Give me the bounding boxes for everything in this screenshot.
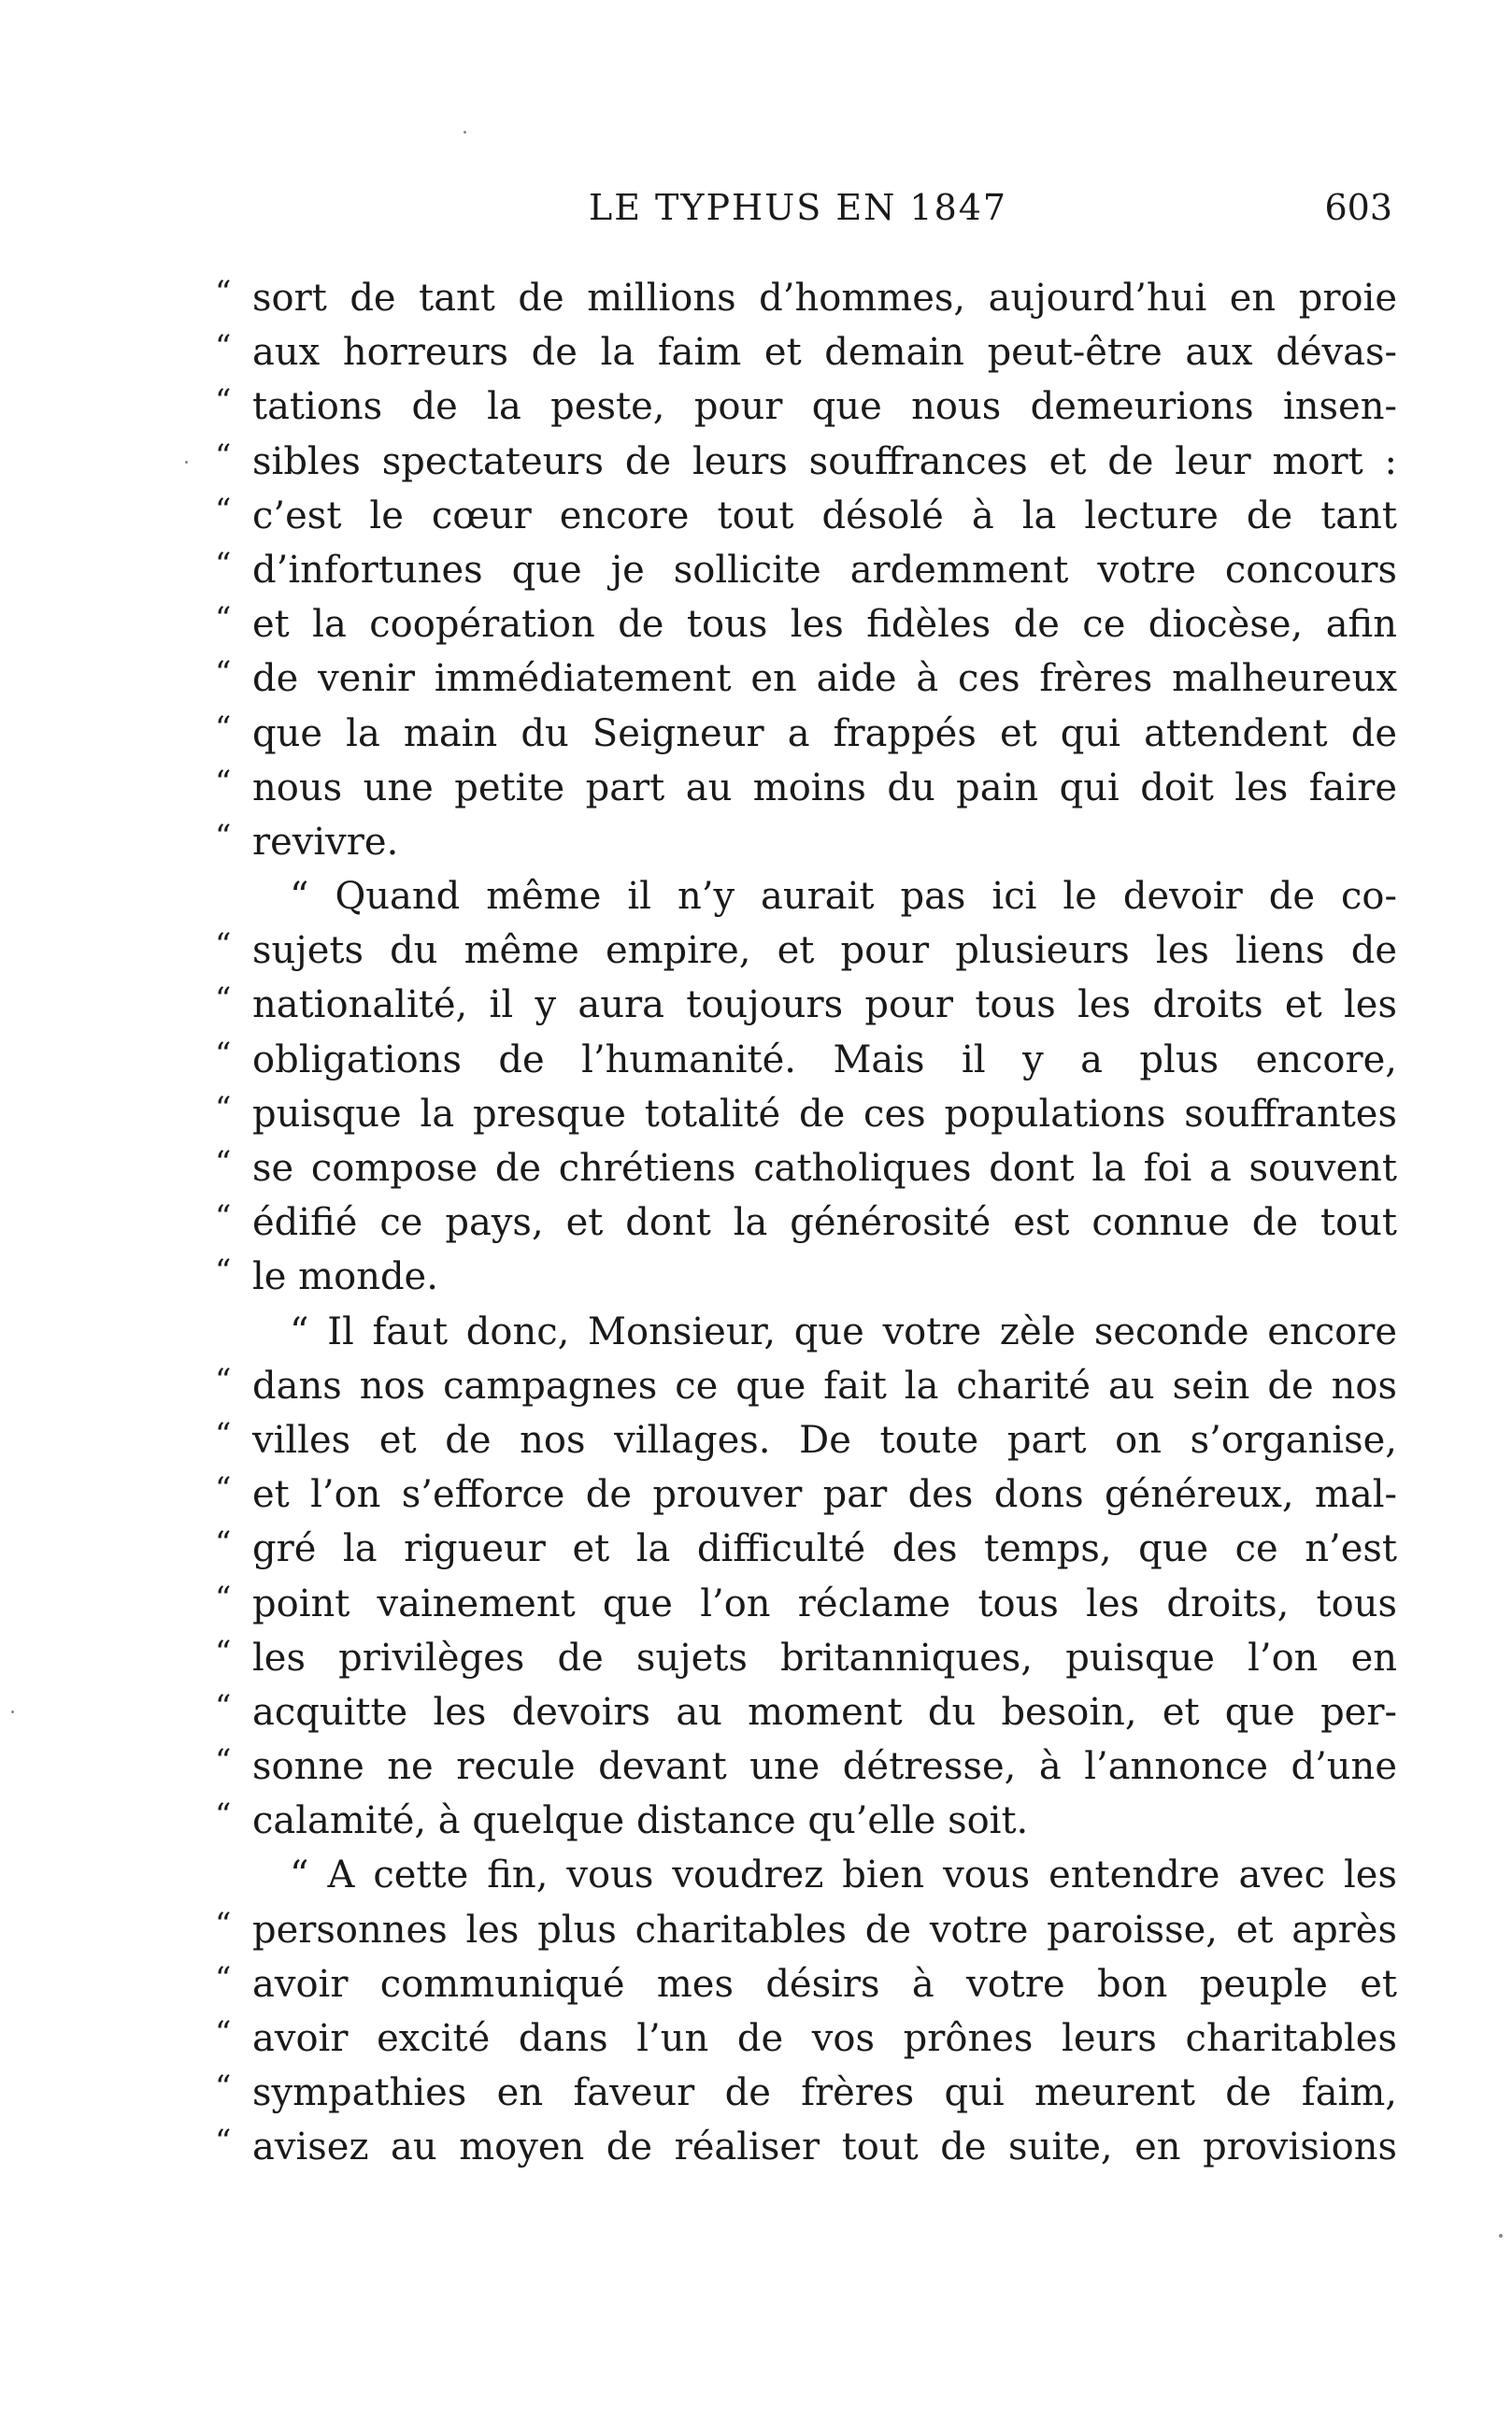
quote-mark: “: [215, 274, 232, 311]
quote-mark: “: [215, 1796, 232, 1835]
line-text: nous une petite part au moins du pain qui doit les faire: [252, 766, 1397, 809]
quote-mark: “: [215, 1959, 232, 1997]
line-text: avoir communiqué mes désirs à votre bon peuple et: [252, 1962, 1397, 2006]
line-text: et l’on s’efforce de prouver par des dons généreux, mal-: [252, 1473, 1397, 1517]
ink-speck: [11, 1710, 14, 1713]
line-text: sort de tant de millions d’hommes, aujourd’hui en proie: [252, 277, 1397, 320]
page-number: 603: [1324, 187, 1392, 228]
quote-mark: “: [215, 709, 232, 747]
quote-mark: “: [215, 1089, 232, 1127]
line-text: “ Quand même il n’y aurait pas ici le devoir de co-: [290, 875, 1397, 919]
line-text: sympathies en faveur de frères qui meurent de faim,: [252, 2071, 1397, 2115]
text-line: [215, 1087, 1397, 1141]
text-line: [215, 1957, 1397, 2011]
quote-mark: “: [215, 980, 232, 1019]
line-text: revivre.: [252, 820, 399, 864]
text-line: [215, 1305, 1397, 1359]
text-line: [215, 1250, 1397, 1304]
text-line: [215, 1141, 1397, 1195]
text-line: [215, 1903, 1397, 1957]
quote-mark: “: [215, 763, 232, 801]
quote-mark: “: [215, 1415, 232, 1453]
page-header: [215, 187, 1392, 243]
text-line: [215, 1631, 1397, 1685]
text-line: [215, 1577, 1397, 1631]
line-text: aux horreurs de la faim et demain peut-être aux dévas-: [252, 331, 1397, 375]
quote-mark: “: [215, 654, 232, 693]
quote-mark: “: [215, 491, 232, 529]
running-title: LE TYPHUS EN 1847: [589, 187, 1008, 228]
text-line: [215, 761, 1397, 815]
line-text: obligations de l’humanité. Mais il y a plus encore,: [252, 1038, 1397, 1081]
text-line: [215, 978, 1397, 1032]
line-text: acquitte les devoirs au moment du besoin, et que per-: [252, 1690, 1397, 1734]
quote-mark: “: [215, 382, 232, 421]
quote-mark: “: [215, 1742, 232, 1781]
line-text: c’est le cœur encore tout désolé à la lecture de tant: [252, 494, 1397, 537]
quote-mark: “: [215, 1687, 232, 1725]
text-line: [215, 379, 1397, 434]
text-line: [215, 271, 1397, 325]
line-text: calamité, à quelque distance qu’elle soit.: [252, 1799, 1029, 1843]
text-line: [215, 1794, 1397, 1848]
quote-mark: “: [215, 1524, 232, 1563]
quote-mark: “: [215, 1198, 232, 1237]
text-line: [215, 325, 1397, 379]
quote-mark: “: [215, 1252, 232, 1291]
text-line: [215, 1685, 1397, 1739]
quote-mark: “: [215, 600, 232, 638]
text-line: [215, 707, 1397, 761]
quote-mark: “: [215, 2014, 232, 2052]
line-text: sonne ne recule devant une détresse, à l’annonce d’une: [252, 1745, 1397, 1789]
text-line: [215, 597, 1397, 651]
text-line: [215, 2066, 1397, 2120]
line-text: “ A cette fin, vous voudrez bien vous entendre avec les: [290, 1854, 1397, 1897]
line-text: gré la rigueur et la difficulté des temps, que ce n’est: [252, 1527, 1397, 1571]
line-text: le monde.: [252, 1255, 438, 1299]
ink-speck: [1499, 2234, 1503, 2238]
line-text: édifié ce pays, et dont la générosité est connue de tout: [252, 1201, 1397, 1245]
line-text: sujets du même empire, et pour plusieurs les liens de: [252, 929, 1397, 973]
line-text: avoir excité dans l’un de vos prônes leurs charitables: [252, 2017, 1397, 2060]
quote-mark: “: [215, 1470, 232, 1509]
line-text: puisque la presque totalité de ces populations souffrantes: [252, 1092, 1397, 1136]
line-text: et la coopération de tous les fidèles de ce diocèse, afin: [252, 603, 1397, 647]
text-line: [215, 651, 1397, 706]
line-text: d’infortunes que je sollicite ardemment votre concours: [252, 548, 1397, 592]
quote-mark: “: [215, 2123, 232, 2161]
line-text: les privilèges de sujets britanniques, puisque l’on en: [252, 1636, 1397, 1680]
line-text: dans nos campagnes ce que fait la charité au sein de nos: [252, 1364, 1397, 1408]
quote-mark: “: [215, 926, 232, 965]
text-line: [215, 815, 1397, 869]
line-text: avisez au moyen de réaliser tout de suite, en provisions: [252, 2126, 1397, 2169]
line-text: de venir immédiatement en aide à ces frères malheureux: [252, 657, 1397, 701]
quote-mark: “: [215, 545, 232, 583]
line-text: tations de la peste, pour que nous demeurions insen-: [252, 385, 1397, 429]
quote-mark: “: [215, 1361, 232, 1399]
quote-mark: “: [215, 817, 232, 855]
line-text: point vainement que l’on réclame tous les droits, tous: [252, 1582, 1397, 1625]
quote-mark: “: [215, 1035, 232, 1073]
text-line: [215, 2011, 1397, 2066]
text-line: [215, 1413, 1397, 1467]
text-line: [215, 1522, 1397, 1576]
text-line: [215, 489, 1397, 543]
text-line: [215, 1195, 1397, 1250]
quote-mark: “: [215, 2068, 232, 2107]
line-text: personnes les plus charitables de votre paroisse, et après: [252, 1908, 1397, 1952]
text-line: [215, 1359, 1397, 1413]
quote-mark: “: [215, 1633, 232, 1671]
line-text: se compose de chrétiens catholiques dont la foi a souvent: [252, 1147, 1397, 1190]
text-line: [215, 2120, 1397, 2174]
text-line: [215, 1467, 1397, 1522]
text-line: [215, 1033, 1397, 1087]
quote-mark: “: [215, 1144, 232, 1181]
text-line: [215, 923, 1397, 978]
text-line: [215, 543, 1397, 597]
ink-speck: [185, 461, 188, 464]
quote-mark: “: [215, 328, 232, 366]
body-text: [215, 271, 1397, 2175]
line-text: villes et de nos villages. De toute part on s’organise,: [252, 1418, 1397, 1462]
line-text: sibles spectateurs de leurs souffrances et de leur mort :: [252, 439, 1397, 483]
ink-speck: [464, 131, 466, 134]
quote-mark: “: [215, 1579, 232, 1617]
line-text: nationalité, il y aura toujours pour tous les droits et les: [252, 983, 1397, 1027]
line-text: que la main du Seigneur a frappés et qui attendent de: [252, 711, 1397, 755]
line-text: “ Il faut donc, Monsieur, que votre zèle seconde encore: [290, 1310, 1397, 1353]
text-line: [215, 1739, 1397, 1794]
text-line: [215, 1848, 1397, 1902]
quote-mark: “: [215, 1905, 232, 1943]
text-line: [215, 869, 1397, 923]
text-line: [215, 435, 1397, 489]
quote-mark: “: [215, 437, 232, 475]
